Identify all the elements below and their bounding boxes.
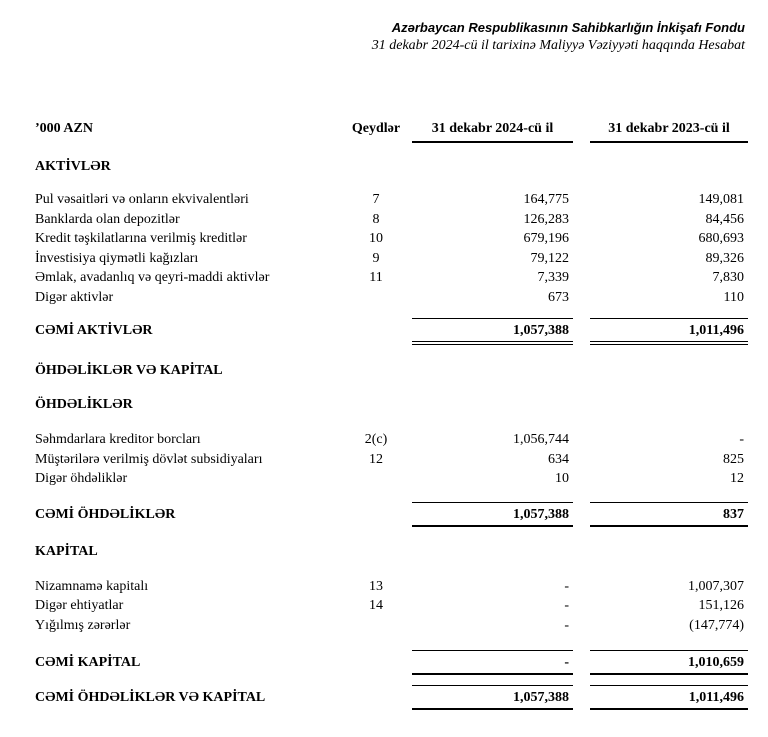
column-header-2024: 31 dekabr 2024-cü il: [412, 120, 573, 143]
total-value-2023: 1,010,659: [590, 650, 748, 675]
section-heading-liabilities: ÖHDƏLİKLƏR: [35, 397, 133, 412]
value-2024: 679,196: [523, 231, 569, 246]
table-row: [35, 190, 748, 210]
row-label: Banklarda olan depozitlər: [35, 211, 180, 227]
value-2023: 680,693: [698, 231, 744, 246]
value-2023: 149,081: [698, 192, 744, 207]
unit-label: ’000 AZN: [35, 121, 93, 136]
value-2023: -: [739, 432, 744, 447]
value-2023: (147,774): [689, 617, 744, 633]
liabilities-rows: [35, 430, 748, 489]
row-label: İnvestisiya qiymətli kağızları: [35, 250, 199, 266]
table-row: [35, 577, 748, 597]
section-heading-liabilities-and-equity: ÖHDƏLİKLƏR VƏ KAPİTAL: [35, 363, 223, 378]
total-value-2023: 837: [590, 502, 748, 527]
document-title: Azərbaycan Respublikasının Sahibkarlığın İnkişafı Fondu: [391, 20, 745, 35]
total-row-equity: [35, 650, 748, 675]
note-ref: 13: [369, 578, 383, 594]
total-label: CƏMİ ÖHDƏLİKLƏR: [35, 506, 176, 522]
value-2023: 7,830: [712, 270, 744, 285]
row-label: Əmlak, avadanlıq və qeyri-maddi aktivlər: [35, 270, 270, 285]
row-label: Kredit təşkilatlarına verilmiş kreditlər: [35, 231, 247, 246]
table-header-row: [35, 120, 748, 143]
row-label: Pul vəsaitləri və onların ekvivalentləri: [35, 192, 249, 207]
value-2023: 110: [723, 289, 744, 305]
value-2023: 825: [723, 451, 744, 467]
total-value-2024: 1,057,388: [412, 318, 573, 345]
row-label: Digər ehtiyatlar: [35, 598, 124, 613]
table-row: [35, 596, 748, 616]
value-2023: 151,126: [698, 598, 744, 613]
equity-rows: [35, 577, 748, 636]
document-header: [372, 20, 745, 54]
table-row: [35, 288, 748, 308]
balance-sheet-table: [35, 120, 748, 710]
value-2023: 1,007,307: [688, 578, 744, 594]
note-ref: 2(c): [364, 432, 388, 447]
table-row: [35, 469, 748, 489]
value-2024: 79,122: [530, 250, 569, 266]
table-row: [35, 249, 748, 269]
note-ref: 7: [372, 192, 380, 207]
assets-rows: [35, 190, 748, 307]
note-ref: 10: [369, 231, 383, 246]
note-ref: 8: [372, 211, 380, 227]
table-row: [35, 430, 748, 450]
value-2024: 126,283: [523, 211, 569, 227]
section-heading-equity: KAPİTAL: [35, 543, 98, 559]
value-2024: 673: [548, 289, 569, 305]
row-label: Səhmdarlara kreditor borcları: [35, 432, 201, 447]
total-value-2023: 1,011,496: [590, 318, 748, 345]
value-2024: 164,775: [523, 192, 569, 207]
row-label: Digər aktivlər: [35, 289, 114, 305]
table-row: [35, 268, 748, 288]
note-ref: 12: [369, 451, 383, 467]
row-label: Nizamnamə kapitalı: [35, 578, 149, 594]
column-header-2023: 31 dekabr 2023-cü il: [590, 120, 748, 143]
value-2023: 84,456: [705, 211, 744, 227]
total-label: CƏMİ AKTİVLƏR: [35, 323, 153, 338]
table-row: [35, 229, 748, 249]
table-row: [35, 450, 748, 470]
total-row-assets: [35, 318, 748, 345]
total-value-2023: 1,011,496: [590, 685, 748, 710]
value-2024: -: [564, 578, 569, 594]
total-label: CƏMİ ÖHDƏLİKLƏR VƏ KAPİTAL: [35, 690, 266, 705]
note-ref: 14: [369, 598, 383, 613]
value-2024: -: [564, 598, 569, 613]
value-2023: 12: [730, 471, 744, 486]
total-value-2024: 1,057,388: [412, 502, 573, 527]
value-2024: 7,339: [537, 270, 569, 285]
value-2024: 634: [548, 451, 569, 467]
row-label: Yığılmış zərərlər: [35, 617, 131, 633]
row-label: Digər öhdəliklər: [35, 471, 128, 486]
value-2023: 89,326: [705, 250, 744, 266]
table-row: [35, 616, 748, 636]
notes-column-header: Qeydlər: [351, 121, 401, 136]
total-label: CƏMİ KAPİTAL: [35, 655, 141, 670]
note-ref: 11: [369, 270, 383, 285]
value-2024: 10: [555, 471, 569, 486]
total-row-liabilities: [35, 502, 748, 527]
document-subtitle: 31 dekabr 2024-cü il tarixinə Maliyyə Vəziyyəti haqqında Hesabat: [371, 38, 745, 53]
value-2024: 1,056,744: [513, 432, 569, 447]
row-label: Müştərilərə verilmiş dövlət subsidiyaları: [35, 451, 263, 467]
table-row: [35, 210, 748, 230]
value-2024: -: [564, 617, 569, 633]
note-ref: 9: [372, 250, 380, 266]
total-value-2024: 1,057,388: [412, 685, 573, 710]
section-heading-assets: AKTİVLƏR: [35, 159, 111, 174]
total-value-2024: -: [412, 650, 573, 675]
total-row-liabilities-and-equity: [35, 685, 748, 710]
